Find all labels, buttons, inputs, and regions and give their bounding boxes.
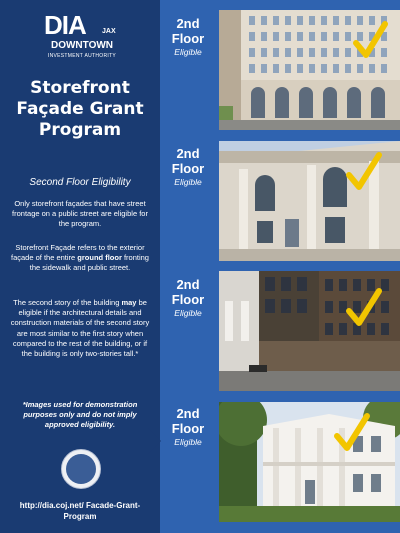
logo-mark [44, 10, 116, 41]
second-story-text-a: The second story of the building [13, 298, 122, 307]
logo-downtown: DOWNTOWN [50, 40, 114, 51]
logo-jax: JAX [102, 28, 116, 35]
page-title: Storefront Façade Grant Program [16, 78, 144, 140]
building-photo-1 [219, 10, 400, 130]
row-status-1: Eligible [174, 47, 202, 57]
building-photo-4 [219, 402, 400, 522]
program-url-link[interactable]: http://dia.coj.net/ Facade-Grant-Program [19, 501, 141, 521]
ground-floor-emphasis: ground floor [77, 253, 122, 263]
pointer-arrow [148, 428, 161, 454]
row-floor-3: 2nd Floor [171, 277, 205, 307]
row-label-4 [165, 406, 211, 447]
definition-text-c: fronting the sidewalk and public street. [29, 253, 149, 273]
info-panel [0, 0, 160, 533]
row-label-3 [165, 277, 211, 318]
row-floor-1: 2nd Floor [171, 16, 205, 46]
definition-text-a: Storefront Façade refers to the exterior façade of the entire [11, 243, 145, 263]
dia-logo [30, 10, 134, 60]
may-emphasis: may [121, 298, 137, 307]
paragraph-definition [8, 243, 152, 274]
page-subtitle: Second Floor Eligibility [29, 177, 131, 188]
logo-authority: INVESTMENT AUTHORITY [47, 53, 117, 59]
city-seal-icon [61, 449, 101, 489]
second-story-text-c: be eligible if the architectural details and construction materials of the second story are most similar to the first story when compared to the rest of the building, or if the building is only two-stories tall.* [10, 298, 150, 359]
row-label-2 [165, 146, 211, 187]
row-label-1 [165, 16, 211, 57]
row-floor-4: 2nd Floor [171, 406, 205, 436]
paragraph-street-frontage: Only storefront façades that have street frontage on a public street are eligible for the program. [12, 199, 148, 229]
row-status-3: Eligible [174, 308, 202, 318]
row-status-4: Eligible [174, 437, 202, 447]
logo-mark-text: DIA [44, 10, 86, 40]
building-photo-2 [219, 141, 400, 261]
row-status-2: Eligible [174, 177, 202, 187]
row-floor-2: 2nd Floor [171, 146, 205, 176]
paragraph-second-story [8, 298, 152, 359]
disclaimer-note: *Images used for demonstration purposes only and do not imply approved eligibility. [22, 400, 138, 430]
building-photo-3 [219, 271, 400, 391]
